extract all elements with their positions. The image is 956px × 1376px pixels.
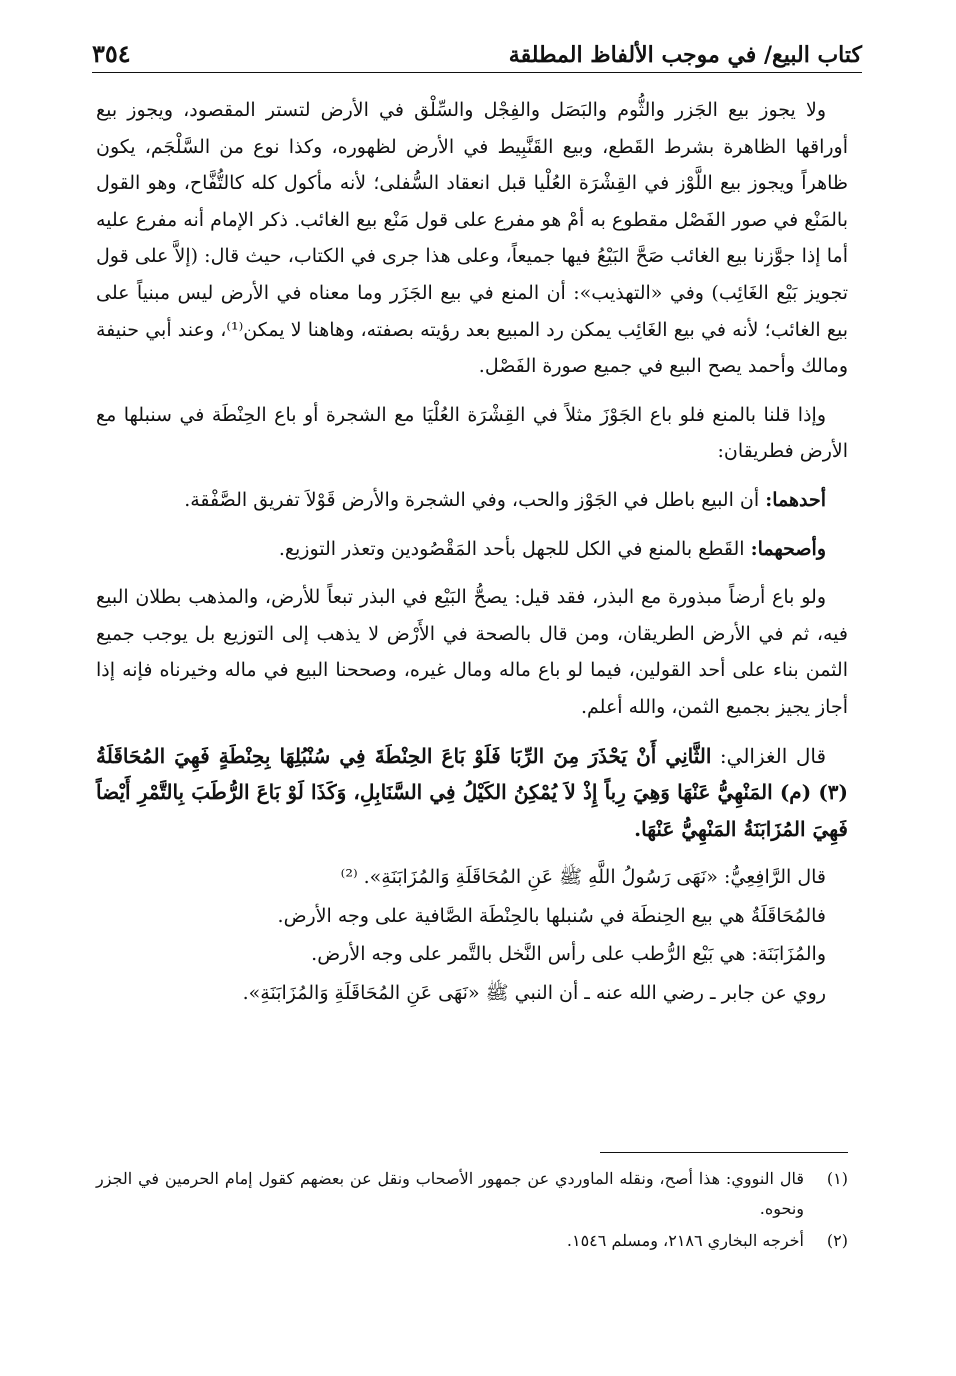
muhaqala-definition: فالمُحَاقَلَةُ هي بيع الحِنطَة في سُنبلها بالحِنْطَة الصَّافية على وجه الأرض. [277, 904, 826, 927]
rafii-line: قال الرَّافِعِيُّ: «نَهَى رَسُولُ اللَّهِ ﷺ عَنِ المُحَاقَلَةِ وَالمُزَابَنَةِ». ⁽²⁾ [340, 866, 826, 889]
paragraph-walnut-wheat: وإذا قلنا بالمنع فلو باع الجَوْزَ مثلاً في القِشْرَة العُلْيَا مع الشجرة أو باع الحِنْطَة في سنبلها مع الأرض فطريقان: [96, 403, 848, 463]
method-two-paragraph [96, 531, 848, 568]
jabir-narration: روي عن جابر ـ رضي الله عنه ـ أن النبي ﷺ «نَهَى عَنِ المُحَاقَلَةِ وَالمُزَابَنَةِ». [242, 982, 826, 1005]
footnote-item [96, 1226, 848, 1256]
footnotes [96, 1164, 848, 1258]
method-one-text: أن البيع باطل في الجَوْز والحب، وفي الشجرة والأرض قَوْلاَ تفريق الصَّفْقة. [184, 488, 766, 511]
paragraph-seeded-land: ولو باع أرضاً مبذورة مع البذر، فقد قيل: يصحُّ البَيْع في البذر تبعاً للأرض، والمذهب بطلان البيع فيه، ثم في الأرض الطريقان، ومن قال بالصحة في الأَرْض لا يذهب إلى التوزيع بل يوجب جميع الثمن بناء على أحد القولين، فيما لو باع ماله ومال غيره، وصححنا البيع في ماله وخيرناه فإنه إذا أجاز يجيز بجميع الثمن، والله أعلم. [96, 586, 848, 718]
ghazali-lead: قال الغزالي: [711, 743, 827, 768]
footnote-number: (١) [826, 1169, 848, 1188]
footnote-item [96, 1164, 848, 1224]
footnote-separator [600, 1152, 848, 1153]
chapter-title: كتاب البيع/ في موجب الألفاظ المطلقة [508, 42, 862, 68]
footnote-number: (٢) [826, 1231, 848, 1250]
ghazali-text: الثَّانِي أَنْ يَحْذَرَ مِنَ الرِّبَا فَلَوْ بَاعَ الحِنْطَةَ فِي سُنْبُلِهَا بِحِنْطَةٍ فَهِيَ المُحَاقَلَةُ (٣) (م) المَنْهِيُّ عَنْهَا وَهِيَ رِباً إِذْ لاَ يُمْكِنُ الكَيْلُ فِي السَّنَابِلِ، وَكَذَا لَوْ بَاعَ الرُّطَبَ بِالتَّمْرِ أَيْضاً فَهِيَ المُزَابَنَةُ المَنْهِيُّ عَنْهَا. [96, 743, 849, 841]
page-number: ٣٥٤ [92, 39, 131, 68]
method-two-term: وأصحهما: [750, 537, 826, 560]
muzabana-definition: والمُزَابَنَة: هي بَيْع الرُّطب على رأس النَّخل بالتَّمر على وجه الأرض. [311, 943, 826, 966]
footnote-text: قال النووي: هذا أصح، ونقله الماوردي عن جمهور الأصحاب ونقل عن بعضهم كقول إمام الحرمين في الجزر ونحوه. [96, 1169, 804, 1218]
ghazali-quote [96, 738, 848, 848]
method-one-paragraph [96, 482, 848, 519]
method-one-term: أحدهما: [765, 488, 826, 511]
method-two-text: القَطع بالمنع في الكل للجهل بأحد المَقْصُودين وتعذر التوزيع. [278, 537, 751, 560]
paragraph-vegetables: ولا يجوز بيع الجَزر والثُّوم والبَصَل والفِجْل والسِّلْق في الأرض لتستر المقصود، ويجوز بيع أوراقها الظاهرة بشرط القَطع، وبيع القَنَّبِيط في الأرض لظهوره، وكذا نوع من السَّلْجَم، يكون ظاهراً ويجوز بيع اللَّوْز في القِشْرَة العُلْيا قبل انعقاد السُّفلى؛ لأنه مأكول كله كالتُّفَّاح، وهو القول بالمَنْع في صور الفَصْل مقطوع به أمْ هو مفرع على قول مَنْع بيع الغائب. ذكر الإمام أنه مفرع عليه أما إذا جوَّزنا بيع الغائب صَحَّ البَيْعُ فيها جميعاً، وعلى هذا جرى في الكتاب، حيث قال: (إلاَّ على قول تجويز بَيْع الغَائِب) وفي «التهذيب»: أن المنع في بيع الجَزَر وما معناه في الأرض ليس مبنياً على بيع الغائب؛ لأنه في بيع الغَائِب يمكن رد المبيع بعد رؤيته بصفته، وهاهنا لا يمكن⁽¹⁾، وعند أبي حنيفة ومالك وأحمد يصح البيع في جميع صورة الفَصْل. [96, 99, 848, 378]
main-text [96, 92, 848, 1014]
running-header [92, 28, 862, 73]
footnote-text: أخرجه البخاري ٢١٨٦، ومسلم ١٥٤٦. [566, 1231, 804, 1250]
